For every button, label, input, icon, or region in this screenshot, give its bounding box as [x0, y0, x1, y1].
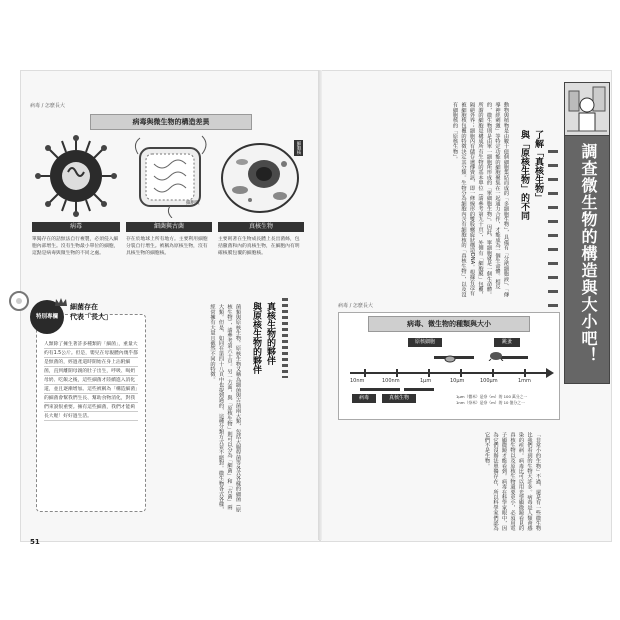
scale-breadcrumb: 病毒 / 怎麼長大 — [338, 303, 373, 309]
virus-caption: 單獨存在的話無法自行複製，必須侵入細胞內部增生。沒有生物最小單位的細胞，這點是病毒與微生物的不同之處。 — [32, 237, 119, 256]
scale-item-eukaryote: 真核生物 — [382, 394, 416, 403]
right-article-heading-2: 與「原核生物」的不同 — [519, 130, 529, 220]
scale-item-prokaryote: 原核細胞 — [408, 338, 442, 347]
researcher-illustration — [565, 83, 609, 136]
right-article-top — [346, 90, 556, 300]
bacteria-label: 細菌與古菌 — [126, 222, 212, 232]
special-column-title — [70, 302, 112, 322]
left-article-body: 菌類與原核生物。原核生物又稱為細菌與古菌兩大類，包括大腸桿菌等各式各樣的細菌（原核生物），請參考第六十頁。另一方面，與「原核生物」則可以分為「細菌」和「古菌」兩大類。但是，如同在第四十八頁中也提到過的，這種分類方式並不絕對。微生物各式各樣，經常擁有大量且截然不同的特徵。 — [209, 304, 241, 512]
side-title-tab — [564, 82, 610, 384]
scale-section — [338, 302, 560, 420]
scientist-icon — [565, 83, 609, 135]
tick-label: 100μm — [480, 378, 498, 384]
cell-membrane-label: 細胞膜 — [186, 201, 200, 206]
axis-tick — [460, 369, 462, 377]
flea-icon — [488, 346, 504, 365]
structure-section — [30, 110, 310, 280]
special-column-title-1: 細菌存在 — [70, 303, 98, 311]
special-column-title-2: 代表「長大」 — [70, 313, 112, 321]
bacteria-illustration — [130, 134, 210, 218]
axis-tick — [428, 369, 430, 377]
left-article-heading-2: 與原核生物的夥伴 — [251, 302, 261, 374]
tick-label: 1mm — [518, 378, 531, 384]
axis-tick — [492, 369, 494, 377]
virus-illustration — [34, 134, 118, 218]
eukaryote-label: 真核生物 — [218, 222, 304, 232]
structure-title: 病毒與微生物的構造差異 — [90, 114, 252, 130]
left-breadcrumb: 病毒 / 怎麼長大 — [30, 103, 65, 109]
right-article-heading-1: 了解「真核生物」 — [533, 130, 543, 202]
side-title: 調查微生物的構造與大小吧！ — [579, 143, 598, 364]
eukaryote-caption: 主要則著在生物成長體上長出菌絲，包括黴菌和內的真核生物，在細胞內有明確核膜包覆的細胞核。 — [218, 237, 300, 256]
axis-arrow-icon — [546, 368, 554, 378]
eukaryote-illustration — [218, 134, 304, 218]
virus-label: 病毒 — [32, 222, 120, 232]
right-article-bottom-body: 「非常小的生物」不過，還是有一些微生物比我們看到的生物大許多。病毒是人類會感染的疾病。病毒比可以用光學顯微鏡看見的真核生物以及原核生物還要更小，必須用電子顯微鏡才能看到。病毒在科學家眼中，因為它們沒辦法單獨存在，所以科學家們認為它們不是生物。 — [484, 432, 541, 531]
scale-legend — [456, 394, 556, 406]
special-badge-text: 特別專欄 — [35, 313, 58, 320]
cell-icon — [444, 348, 456, 367]
scale-legend-line-1: 1μm（微米）是奈（m）的 100 萬分之一 — [456, 394, 528, 399]
binder-ring-icon — [8, 290, 30, 312]
tick-label: 1μm — [420, 378, 432, 384]
axis-tick — [364, 369, 366, 377]
tick-label: 10μm — [450, 378, 465, 384]
nucleus-label: 細胞核 — [296, 141, 301, 155]
prokaryote-range-bar — [404, 388, 434, 391]
scale-item-virus: 病毒 — [352, 394, 376, 403]
book-gutter — [318, 70, 322, 540]
left-article-heading-1: 真核生物的夥伴 — [265, 302, 275, 365]
scale-axis — [350, 372, 550, 374]
left-article — [154, 292, 304, 532]
special-column — [30, 300, 148, 512]
virus-range-bar — [360, 388, 400, 391]
tick-label: 100nm — [382, 378, 400, 384]
crown-icon — [54, 292, 68, 311]
bacteria-caption: 存在於地球上所有地方。主要利用細胞分裂自行增生。被稱為原核生物，沒有具核生物的細胞核。 — [126, 237, 208, 256]
page-number: 51 — [30, 538, 40, 546]
scale-title: 病毒、微生物的種類與大小 — [368, 316, 530, 332]
right-article-bottom — [346, 428, 546, 536]
eukaryote-cell-icon — [218, 134, 304, 218]
tick-label: 10nm — [350, 378, 365, 384]
right-article-top-body: 動物與植物是由數十億個細胞集結而成的「多細胞生物」，具備有「分泌細胞液」、「傳導神經刺激」等特定功能的細胞聚集在一起通力合作，才能成為一個生命體。相反的，微生物則是由單一細胞所形成的「單細胞生物」。因此，單細胞就是一個生命體。所謂的細胞是構成所有生物的基本單位（請參考第九十頁），外側有「細胞膜」包覆，隔絕外界；細胞內有儲存遺傳資訊，即一條線形的雙股螺旋狀構造DNA。根據有沒有被細胞核包覆的特徵決定其分類。生物分為細胞內含有細胞核的「真核生物」，以及沒有細胞核的「原核生物」。 — [452, 102, 509, 297]
axis-tick — [524, 369, 526, 377]
heading-ladder-decoration — [282, 298, 288, 378]
virus-icon — [34, 134, 118, 218]
axis-tick — [396, 369, 398, 377]
scale-item-flea: 跳蚤 — [494, 338, 520, 347]
special-column-body: 人類除了擁生著許多種類的「細菌」，重量大約有1.5公斤。但是，嬰兒在母親體內幾乎都是無菌的，經過產道時開始在身上沾附細菌，直到離開母親的肚子出生，呼吸、喝奶母奶、吃飯之後，這些細菌才陸續進入消化道，並且逐漸增加。這些被稱為「構造細菌」的細菌會幫我們生長、幫助食物消化，對我們來說很重要。擁有這些細菌，我們才能夠長大喔！好好過生活。 — [44, 342, 138, 419]
scale-legend-line-2: 1nm（奈米）是奈（m）的 10 億分之一 — [456, 400, 525, 405]
